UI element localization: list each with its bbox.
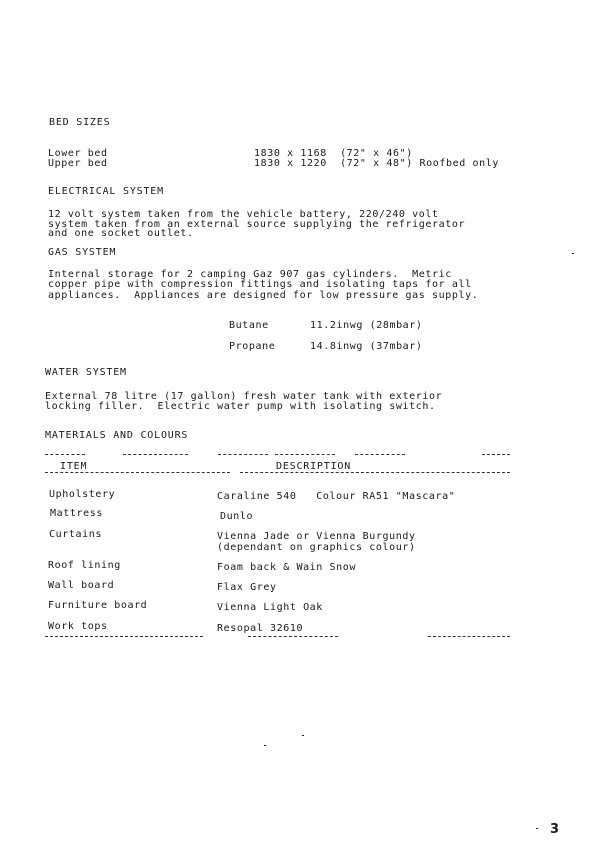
table-rule xyxy=(428,636,510,637)
material-description: Flax Grey xyxy=(217,582,277,593)
gas-line: Internal storage for 2 camping Gaz 907 gas cylinders. Metric xyxy=(48,269,452,280)
butane-value: 11.2inwg (28mbar) xyxy=(310,320,423,331)
material-description: Dunlo xyxy=(220,511,254,522)
material-item: Wall board xyxy=(48,580,115,591)
electrical-heading: ELECTRICAL SYSTEM xyxy=(48,186,164,197)
propane-value: 14.8inwg (37mbar) xyxy=(310,341,423,352)
col-item-header: ITEM xyxy=(60,461,88,472)
table-rule xyxy=(248,636,338,637)
bed-sizes-heading: BED SIZES xyxy=(49,117,111,128)
upper-bed-label: Upper bed xyxy=(48,158,108,169)
table-rule xyxy=(45,636,203,637)
propane-label: Propane xyxy=(229,341,276,352)
material-description: Vienna Light Oak xyxy=(217,602,323,613)
table-rule xyxy=(275,454,335,455)
electrical-line: system taken from an external source supplying the refrigerator xyxy=(48,219,466,230)
material-description: Caraline 540 Colour RA51 "Mascara" xyxy=(217,491,456,502)
table-rule xyxy=(482,454,510,455)
electrical-line: and one socket outlet. xyxy=(48,228,194,239)
scan-speck xyxy=(536,828,538,829)
table-rule xyxy=(123,454,188,455)
water-line: External 78 litre (17 gallon) fresh water tank with exterior xyxy=(45,391,443,402)
material-item: Work tops xyxy=(48,621,108,632)
lower-bed-label: Lower bed xyxy=(48,148,108,159)
gas-heading: GAS SYSTEM xyxy=(48,247,117,258)
table-rule xyxy=(240,472,510,473)
material-item: Upholstery xyxy=(49,489,116,500)
col-description-header: DESCRIPTION xyxy=(276,461,352,472)
scan-speck xyxy=(302,735,304,736)
material-item: Curtains xyxy=(49,529,102,540)
table-rule xyxy=(218,454,268,455)
material-item: Furniture board xyxy=(48,600,148,611)
water-line: locking filler. Electric water pump with isolating switch. xyxy=(45,401,436,412)
table-rule xyxy=(355,454,405,455)
table-rule xyxy=(45,454,85,455)
material-description: Vienna Jade or Vienna Burgundy (dependant on graphics colour) xyxy=(217,531,416,553)
upper-bed-value: 1830 x 1220 (72" x 48") Roofbed only xyxy=(254,158,499,169)
scan-speck xyxy=(572,253,574,254)
materials-heading: MATERIALS AND COLOURS xyxy=(45,430,189,441)
gas-line: appliances. Appliances are designed for low pressure gas supply. xyxy=(48,290,479,301)
scan-speck xyxy=(264,745,266,746)
material-item: Mattress xyxy=(50,508,103,519)
material-item: Roof lining xyxy=(48,560,121,571)
material-description: Foam back & Wain Snow xyxy=(217,562,357,573)
water-heading: WATER SYSTEM xyxy=(45,367,127,378)
material-description: Resopal 32610 xyxy=(217,623,304,634)
gas-line: copper pipe with compression fittings and isolating taps for all xyxy=(48,279,472,290)
butane-label: Butane xyxy=(229,320,269,331)
table-rule xyxy=(45,472,230,473)
lower-bed-value: 1830 x 1168 (72" x 46") xyxy=(254,148,413,159)
page-number: 3 xyxy=(550,822,560,837)
electrical-line: 12 volt system taken from the vehicle battery, 220/240 volt xyxy=(48,209,439,220)
